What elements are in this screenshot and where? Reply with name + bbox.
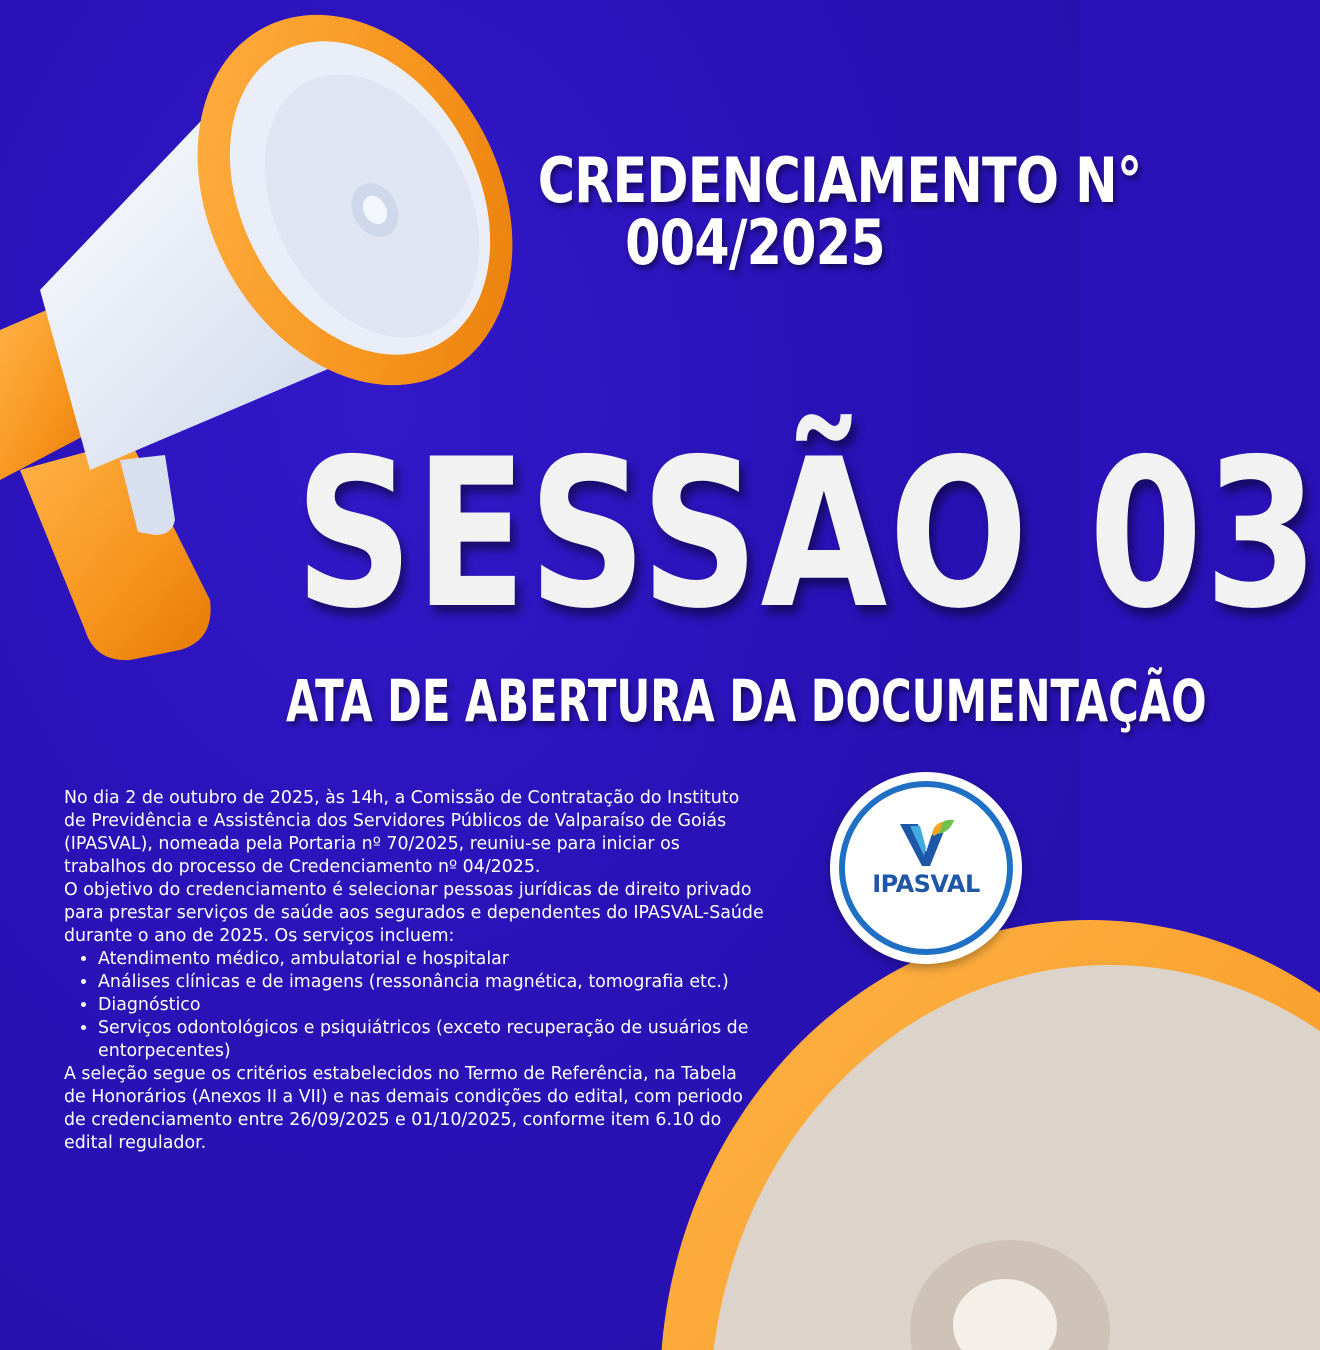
objective-paragraph: O objetivo do credenciamento é selecionar pessoas jurídicas de direito privado para prestar serviços de saúde aos segurados e dependentes do IPASVAL-Saúde durante o ano de 2025. Os serviços incluem: <box>64 880 764 946</box>
services-list <box>64 948 764 1063</box>
title-line-1: CREDENCIAMENTO N° <box>537 144 1142 217</box>
announcement-body <box>64 787 764 1155</box>
ipasval-logo <box>830 772 1022 964</box>
intro-paragraph: No dia 2 de outubro de 2025, às 14h, a Comissão de Contratação do Instituto de Previdência e Assistência dos Servidores Públicos de Valparaíso de Goiás (IPASVAL), nomeada pela Portaria nº 70/2025, reuniu-se para iniciar os trabalhos do processo de Credenciamento nº 04/2025. <box>64 788 740 877</box>
list-item: • Diagnóstico <box>98 994 764 1017</box>
logo-text: IPASVAL <box>872 870 980 898</box>
session-heading: SESSÃO 03 <box>295 416 1320 654</box>
title-line-2: 004/2025 <box>625 206 885 279</box>
page-title <box>537 144 1142 279</box>
list-item: • Atendimento médico, ambulatorial e hospitalar <box>98 948 764 971</box>
list-item: • Análises clínicas e de imagens (ressonância magnética, tomografia etc.) <box>98 971 764 994</box>
list-item: • Serviços odontológicos e psiquiátricos (exceto recuperação de usuários de entorpecentes) <box>98 1017 764 1063</box>
session-subtitle: ATA DE ABERTURA DA DOCUMENTAÇÃO <box>286 667 1207 735</box>
ipasval-v-leaf-icon <box>896 818 956 870</box>
closing-paragraph: A seleção segue os critérios estabelecidos no Termo de Referência, na Tabela de Honorários (Anexos II a VII) e nas demais condições do edital, com periodo de credenciamento entre 26/09/2025 e 01/10/2025, conforme item 6.10 do edital regulador. <box>64 1064 743 1153</box>
